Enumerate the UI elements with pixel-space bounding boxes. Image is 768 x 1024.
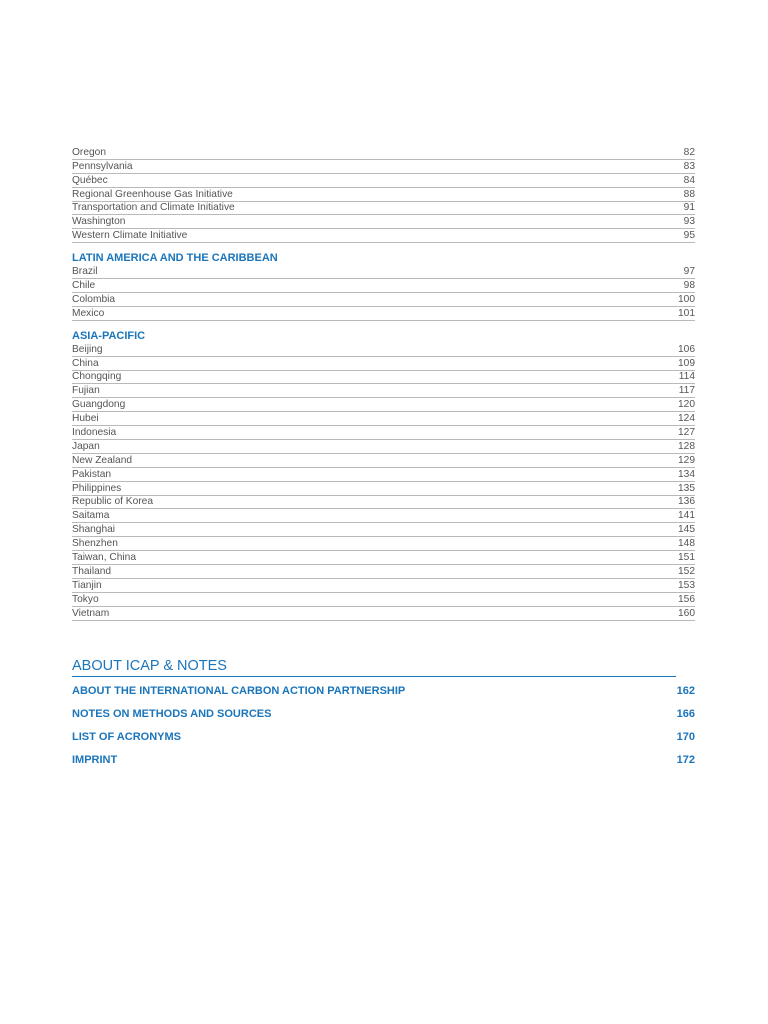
toc-entry-title: Beijing bbox=[72, 343, 103, 355]
toc-entry-title: Republic of Korea bbox=[72, 496, 153, 508]
toc-entry-page: 124 bbox=[678, 413, 695, 425]
toc-entry-page: 152 bbox=[678, 565, 695, 577]
toc-entry-title: Shanghai bbox=[72, 524, 116, 536]
about-section-title: ABOUT ICAP & NOTES bbox=[72, 656, 676, 677]
toc-entry-title: Washington bbox=[72, 216, 126, 228]
toc-entry-title: China bbox=[72, 357, 99, 369]
toc-entry-page: 170 bbox=[676, 731, 695, 743]
toc-entry-page: 145 bbox=[678, 524, 695, 536]
toc-entry-page: 98 bbox=[683, 280, 695, 292]
toc-entry[interactable] bbox=[72, 202, 695, 216]
toc-entry-page: 148 bbox=[678, 538, 695, 550]
toc-entry-title: Chongqing bbox=[72, 371, 122, 383]
asia-pacific-list bbox=[72, 343, 695, 621]
toc-entry[interactable] bbox=[72, 307, 695, 321]
toc-entry-title: Pakistan bbox=[72, 468, 112, 480]
toc-entry-page: 88 bbox=[683, 188, 695, 200]
toc-entry-page: 114 bbox=[678, 371, 695, 383]
toc-entry-page: 162 bbox=[676, 685, 695, 697]
toc-entry[interactable] bbox=[72, 440, 695, 454]
toc-entry-page: 106 bbox=[678, 343, 695, 355]
toc-entry-page: 120 bbox=[678, 399, 695, 411]
toc-entry[interactable] bbox=[72, 468, 695, 482]
toc-entry[interactable] bbox=[72, 509, 695, 523]
toc-entry[interactable] bbox=[72, 454, 695, 468]
toc-entry-title: Québec bbox=[72, 174, 108, 186]
toc-entry-page: 91 bbox=[683, 202, 695, 214]
toc-entry-title: Oregon bbox=[72, 146, 106, 158]
toc-entry-title: IMPRINT bbox=[72, 754, 118, 766]
toc-entry-title: Thailand bbox=[72, 565, 112, 577]
toc-entry-page: 117 bbox=[678, 385, 695, 397]
toc-entry-page: 141 bbox=[678, 510, 695, 522]
toc-entry-page: 82 bbox=[683, 146, 695, 158]
toc-entry-title: New Zealand bbox=[72, 454, 133, 466]
toc-entry[interactable] bbox=[72, 229, 695, 243]
toc-entry-page: 128 bbox=[678, 440, 695, 452]
toc-entry-page: 153 bbox=[678, 579, 695, 591]
toc-entry-page: 160 bbox=[678, 607, 695, 619]
toc-entry-page: 166 bbox=[676, 708, 695, 720]
toc-entry-page: 151 bbox=[678, 552, 695, 564]
toc-entry-title: Brazil bbox=[72, 266, 98, 278]
toc-entry[interactable] bbox=[72, 496, 695, 510]
toc-entry[interactable] bbox=[72, 412, 695, 426]
toc-entry-title: Indonesia bbox=[72, 427, 117, 439]
table-of-contents bbox=[72, 146, 695, 621]
toc-entry[interactable] bbox=[72, 607, 695, 621]
toc-entry-page: 109 bbox=[678, 357, 695, 369]
section-heading-latin-america: LATIN AMERICA AND THE CARIBBEAN bbox=[72, 252, 278, 265]
toc-entry[interactable] bbox=[72, 188, 695, 202]
toc-entry-page: 135 bbox=[678, 482, 695, 494]
toc-entry[interactable] bbox=[72, 703, 695, 726]
toc-entry-page: 129 bbox=[678, 454, 695, 466]
toc-entry[interactable] bbox=[72, 384, 695, 398]
toc-entry-title: Shenzhen bbox=[72, 538, 118, 550]
toc-entry-title: Colombia bbox=[72, 293, 116, 305]
toc-entry-page: 93 bbox=[683, 216, 695, 228]
toc-entry[interactable] bbox=[72, 371, 695, 385]
toc-entry-title: Fujian bbox=[72, 385, 100, 397]
toc-entry[interactable] bbox=[72, 426, 695, 440]
latin-america-list bbox=[72, 265, 695, 321]
toc-entry[interactable] bbox=[72, 343, 695, 357]
toc-entry[interactable] bbox=[72, 482, 695, 496]
toc-entry[interactable] bbox=[72, 174, 695, 188]
toc-entry-title: Western Climate Initiative bbox=[72, 230, 188, 242]
toc-entry[interactable] bbox=[72, 215, 695, 229]
toc-entry-title: Philippines bbox=[72, 482, 122, 494]
toc-entry[interactable] bbox=[72, 160, 695, 174]
toc-entry[interactable] bbox=[72, 357, 695, 371]
toc-entry-title: Tokyo bbox=[72, 593, 99, 605]
toc-entry-page: 156 bbox=[678, 593, 695, 605]
toc-entry[interactable] bbox=[72, 398, 695, 412]
toc-entry-title: Taiwan, China bbox=[72, 552, 136, 564]
toc-entry-page: 100 bbox=[678, 293, 695, 305]
toc-entry-title: Regional Greenhouse Gas Initiative bbox=[72, 188, 233, 200]
toc-entry[interactable] bbox=[72, 680, 695, 703]
toc-entry-page: 136 bbox=[678, 496, 695, 508]
toc-entry[interactable] bbox=[72, 146, 695, 160]
toc-entry[interactable] bbox=[72, 537, 695, 551]
toc-entry-title: ABOUT THE INTERNATIONAL CARBON ACTION PARTNERSHIP bbox=[72, 685, 406, 697]
toc-entry[interactable] bbox=[72, 551, 695, 565]
toc-entry-page: 83 bbox=[683, 160, 695, 172]
section-heading-asia-pacific: ASIA-PACIFIC bbox=[72, 329, 146, 342]
toc-entry[interactable] bbox=[72, 523, 695, 537]
toc-entry-page: 84 bbox=[683, 174, 695, 186]
toc-entry-title: Hubei bbox=[72, 413, 99, 425]
toc-entry-title: Chile bbox=[72, 280, 96, 292]
toc-entry-title: Pennsylvania bbox=[72, 160, 133, 172]
toc-entry[interactable] bbox=[72, 579, 695, 593]
toc-entry[interactable] bbox=[72, 279, 695, 293]
toc-entry-title: LIST OF ACRONYMS bbox=[72, 731, 181, 743]
toc-entry-title: Guangdong bbox=[72, 399, 126, 411]
toc-entry-page: 172 bbox=[676, 754, 695, 766]
toc-entry[interactable] bbox=[72, 265, 695, 279]
toc-entry-page: 127 bbox=[678, 427, 695, 439]
toc-entry-page: 101 bbox=[678, 307, 695, 319]
toc-entry[interactable] bbox=[72, 726, 695, 749]
toc-entry[interactable] bbox=[72, 593, 695, 607]
about-list bbox=[72, 680, 695, 772]
toc-entry-page: 134 bbox=[678, 468, 695, 480]
toc-entry-page: 97 bbox=[683, 266, 695, 278]
toc-entry[interactable] bbox=[72, 749, 695, 772]
about-section bbox=[72, 656, 695, 772]
toc-entry-title: Transportation and Climate Initiative bbox=[72, 202, 235, 214]
toc-entry-title: Japan bbox=[72, 440, 100, 452]
toc-entry-title: Saitama bbox=[72, 510, 110, 522]
toc-entry-title: Tianjin bbox=[72, 579, 102, 591]
toc-entry-title: Vietnam bbox=[72, 607, 110, 619]
toc-entry-title: NOTES ON METHODS AND SOURCES bbox=[72, 708, 272, 720]
toc-entry-page: 95 bbox=[683, 230, 695, 242]
north-america-list bbox=[72, 146, 695, 243]
toc-entry[interactable] bbox=[72, 565, 695, 579]
toc-entry-title: Mexico bbox=[72, 307, 105, 319]
toc-entry[interactable] bbox=[72, 293, 695, 307]
